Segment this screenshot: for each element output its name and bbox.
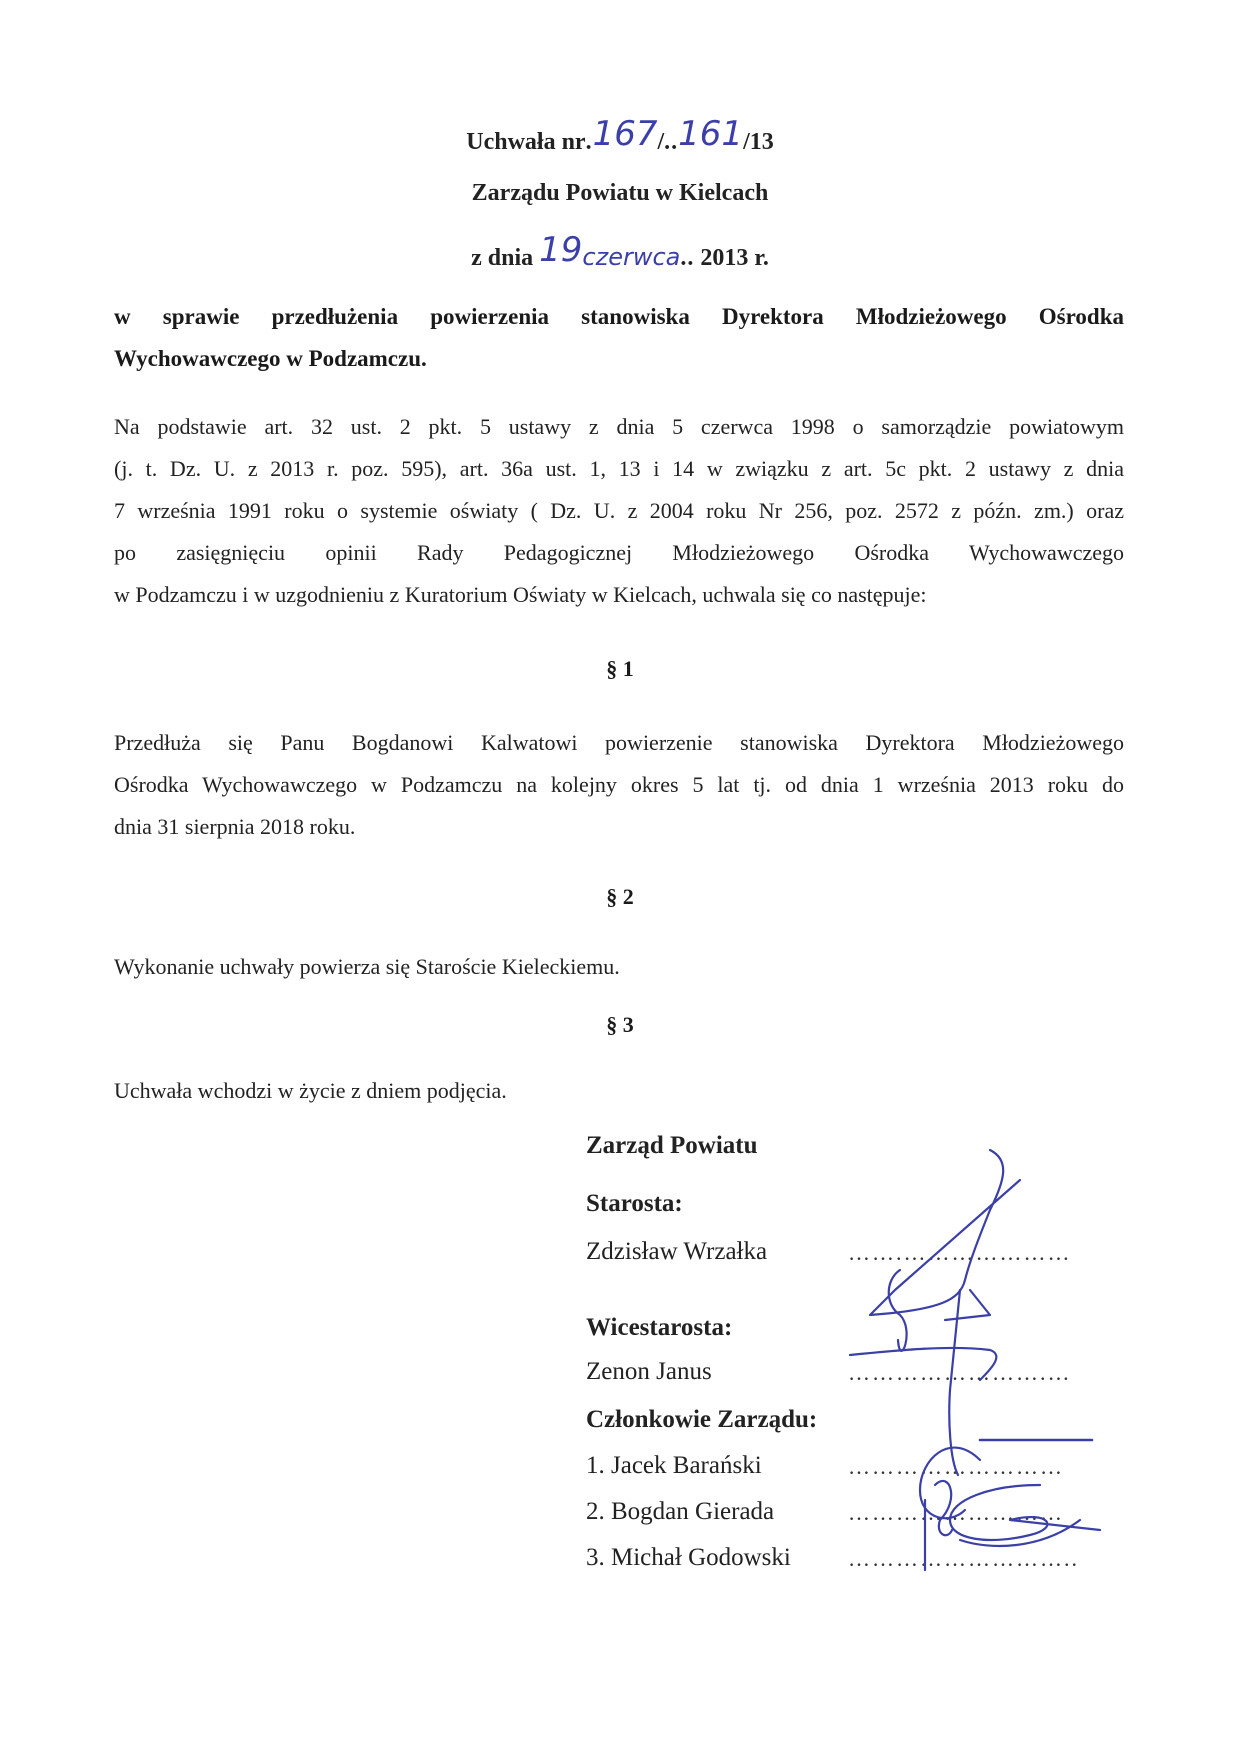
board-line: Zarządu Powiatu w Kielcach <box>471 180 769 206</box>
handwritten-date-month: czerwca <box>582 243 681 271</box>
starosta-role-label: Starosta: <box>586 1190 683 1217</box>
signature-board-name: Zarząd Powiatu <box>586 1132 758 1159</box>
handwritten-date-day: 19 <box>539 230 583 270</box>
handwritten-signature <box>840 1140 1130 1610</box>
basis-line: w Podzamczu i w uzgodnieniu z Kuratorium Oświaty w Kielcach, uchwala się co następuje: <box>114 582 927 607</box>
resolution-title: Uchwała nr.167/..161/13 <box>466 114 774 155</box>
subject-line-2: Wychowawczego w Podzamczu. <box>114 346 427 371</box>
title-prefix: Uchwała nr <box>466 129 586 155</box>
signature-dotted-line: …….………………… <box>848 1240 1072 1265</box>
starosta-name: Zdzisław Wrzałka <box>586 1238 768 1265</box>
handwritten-number-part1: 167 <box>592 114 658 154</box>
section-2-heading: § 2 <box>606 884 634 909</box>
basis-line: (j. t. Dz. U. z 2013 r. poz. 595), art. 36a ust. 1, 13 i 14 w związku z art. 5c pkt. 2 ustawy z dnia <box>114 456 1124 481</box>
number-separator: / <box>657 129 665 155</box>
member-2-name: 2. Bogdan Gierada <box>586 1498 775 1525</box>
wicestarosta-name: Zenon Janus <box>586 1358 712 1385</box>
section-1-text <box>114 722 1124 848</box>
signature-dotted-line: ……………………… <box>848 1454 1064 1479</box>
basis-line: Na podstawie art. 32 ust. 2 pkt. 5 ustawy z dnia 5 czerwca 1998 o samorządzie powiatowym <box>114 414 1124 439</box>
subject-line-1: w sprawie przedłużenia powierzenia stanowiska Dyrektora Młodzieżowego Ośrodka <box>114 304 1124 329</box>
basis-line: 7 września 1991 roku o systemie oświaty ( Dz. U. z 2004 roku Nr 256, poz. 2572 z późn. zm.) oraz <box>114 498 1124 523</box>
signature-dotted-line: …………………….… <box>848 1360 1072 1385</box>
section-1-line: Ośrodka Wychowawczego w Podzamczu na kolejny okres 5 lat tj. od dnia 1 września 2013 roku do <box>114 772 1124 797</box>
signature-dotted-line: ……………………… <box>848 1500 1064 1525</box>
title-suffix: /13 <box>743 129 774 155</box>
date-line: z dnia 19czerwca.. 2013 r. <box>471 230 769 271</box>
wicestarosta-role-label: Wicestarosta: <box>586 1314 733 1341</box>
section-3-text: Uchwała wchodzi w życie z dniem podjęcia. <box>114 1078 507 1103</box>
date-prefix: z dnia <box>471 245 534 271</box>
member-3-name: 3. Michał Godowski <box>586 1544 791 1571</box>
date-suffix: 2013 r. <box>700 245 769 271</box>
section-2-text: Wykonanie uchwały powierza się Staroście Kieleckiemu. <box>114 954 620 979</box>
section-1-heading: § 1 <box>606 656 634 681</box>
member-1-name: 1. Jacek Barański <box>586 1452 762 1479</box>
resolution-subject <box>114 296 1124 380</box>
signature-dotted-line: ……………………….. <box>848 1546 1079 1571</box>
basis-line: po zasięgnięciu opinii Rady Pedagogicznej Młodzieżowego Ośrodka Wychowawczego <box>114 540 1124 565</box>
handwritten-number-part2: 161 <box>678 114 744 154</box>
legal-basis-paragraph <box>114 406 1124 616</box>
section-1-line: dnia 31 sierpnia 2018 roku. <box>114 814 356 839</box>
members-role-label: Członkowie Zarządu: <box>586 1406 818 1433</box>
section-3-heading: § 3 <box>606 1012 634 1037</box>
section-1-line: Przedłuża się Panu Bogdanowi Kalwatowi powierzenie stanowiska Dyrektora Młodzieżowego <box>114 730 1124 755</box>
